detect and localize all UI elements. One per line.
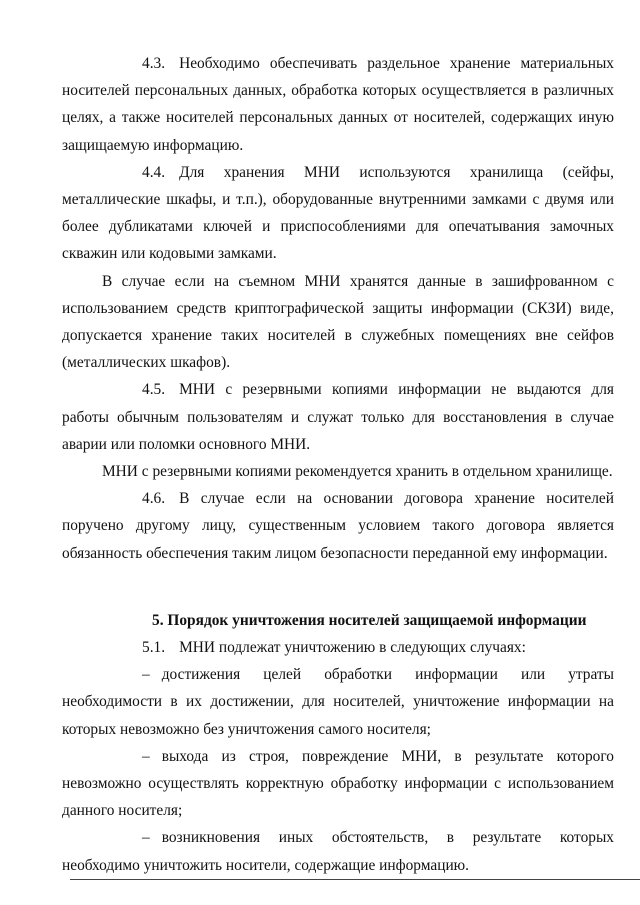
list-item: [62, 661, 614, 743]
paragraph-number: 4.4.: [142, 163, 166, 181]
paragraph-4-4-continued: [62, 268, 614, 377]
paragraph-text: В случае если на основании договора хранение носителей поручено другому лицу, существенным условием такого договора является обязанность обеспечения таким лицом безопасности переданной ему информации.: [62, 490, 614, 562]
section-heading: 5. Порядок уничтожения носителей защищаемой информации: [152, 611, 587, 629]
page-edge-line: [70, 879, 640, 880]
paragraph-4-5-continued: [62, 458, 614, 485]
paragraph-4-5: [62, 376, 614, 458]
list-dash: –: [142, 747, 150, 765]
paragraph-text: Необходимо обеспечивать раздельное хранение материальных носителей персональных данных, обработка которых осуществляется в различных целях, а также носителей персональных данных от носителей, содержащих иную защищаемую информацию.: [62, 55, 614, 154]
document-body: [62, 50, 614, 879]
list-item-text: достижения целей обработки информации или утраты необходимости в их достижении, для носителей, уничтожение информации на которых невозможно без уничтожения самого носителя;: [62, 666, 614, 738]
paragraph-4-3: [62, 50, 614, 159]
list-item-text: возникновения иных обстоятельств, в результате которых необходимо уничтожить носители, содержащие информацию.: [62, 829, 614, 874]
paragraph-text: МНИ с резервными копиями информации не выдаются для работы обычным пользователям и служат только для восстановления в случае аварии или поломки основного МНИ.: [62, 381, 614, 453]
list-item: [62, 824, 614, 878]
paragraph-text: В случае если на съемном МНИ хранятся данные в зашифрованном с использованием средств криптографической защиты информации (СКЗИ) виде, допускается хранение таких носителей в служебных помещениях вне сейфов (металлических шкафов).: [62, 272, 614, 372]
list-dash: –: [142, 666, 150, 684]
paragraph-number: 5.1.: [142, 639, 166, 657]
paragraph-text: Для хранения МНИ используются хранилища (сейфы, металлические шкафы, и т.п.), оборудованные внутренними замками с двумя или более дубликатами ключей и приспособлениями для опечатывания замочных скважин или кодовыми замками.: [62, 163, 614, 263]
paragraph-number: 4.6.: [142, 490, 166, 508]
paragraph-text: МНИ с резервными копиями рекомендуется хранить в отдельном хранилище.: [102, 463, 613, 481]
list-item: [62, 743, 614, 825]
paragraph-text: МНИ подлежат уничтожению в следующих случаях:: [179, 639, 526, 657]
paragraph-4-6: [62, 485, 614, 567]
list-dash: –: [142, 829, 150, 847]
paragraph-4-4: [62, 159, 614, 268]
paragraph-number: 4.5.: [142, 381, 166, 399]
paragraph-number: 4.3.: [142, 55, 166, 72]
paragraph-5-1: [62, 634, 614, 661]
list-item-text: выхода из строя, повреждение МНИ, в результате которого невозможно осуществлять корректную обработку информации с использованием данного носителя;: [62, 747, 614, 820]
